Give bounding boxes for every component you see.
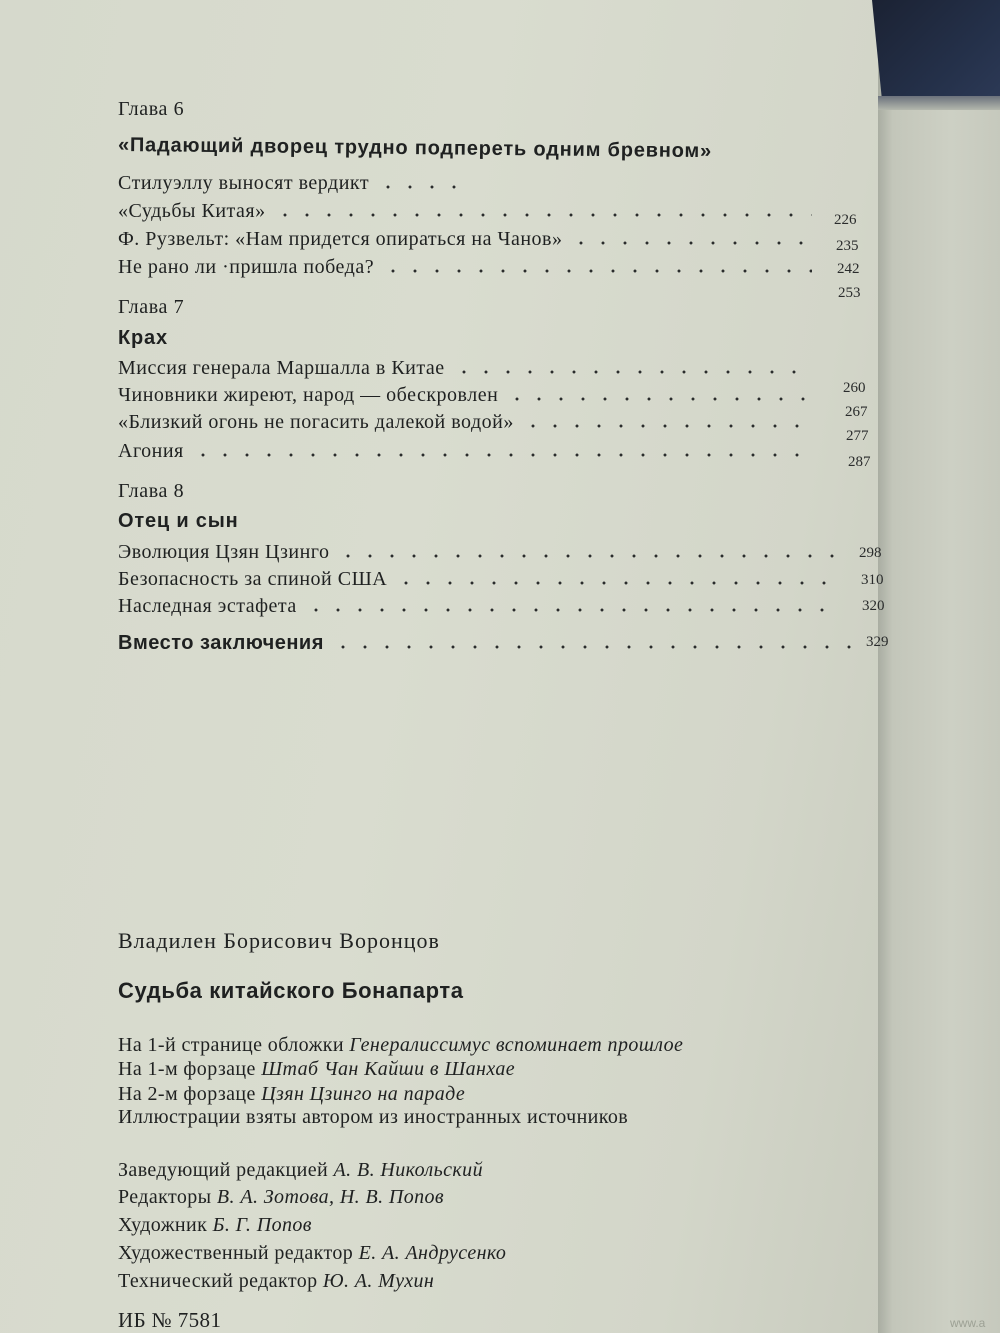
leader-dots — [274, 211, 812, 219]
leader-dots — [337, 552, 842, 560]
chapter-6-title: «Падающий дворец трудно подпереть одним бревном» — [117, 134, 713, 163]
credit-name: А. В. Никольский — [333, 1159, 483, 1181]
toc-entry — [118, 595, 848, 618]
credit-name: Б. Г. Попов — [212, 1214, 312, 1236]
book-cover-corner — [872, 0, 1000, 108]
toc-entry-title: «Судьбы Китая» — [118, 200, 266, 222]
credit-role: Художник — [118, 1214, 208, 1236]
leader-dots — [382, 267, 812, 275]
illustration-caption: Цзян Цзинго на параде — [261, 1083, 466, 1105]
illustration-credit — [118, 1083, 465, 1106]
leader-dots — [570, 239, 812, 247]
credit-role: Технический редактор — [118, 1270, 318, 1292]
leader-dots — [377, 183, 457, 191]
illustration-caption: Штаб Чан Кайши в Шанхае — [261, 1058, 516, 1080]
toc-entry-title: Эволюция Цзян Цзинго — [118, 541, 330, 563]
credit-role: Заведующий редакцией — [118, 1159, 329, 1181]
toc-entry — [118, 228, 818, 251]
toc-entry — [118, 200, 818, 223]
toc-entry-title: Стилуэллу выносят вердикт — [118, 172, 370, 194]
toc-entry-title: Агония — [118, 440, 184, 462]
credit-role: Художественный редактор — [118, 1242, 354, 1264]
facing-page-edge — [878, 0, 1000, 1333]
toc-entry — [118, 411, 818, 434]
credit-name: Ю. А. Мухин — [322, 1270, 435, 1292]
illustration-label: На 1-й странице обложки — [118, 1034, 345, 1056]
credit-line — [118, 1270, 434, 1293]
chapter-6-label: Глава 6 — [118, 98, 185, 120]
chapter-7-label: Глава 7 — [118, 296, 185, 318]
toc-entry-title: Вместо заключения — [118, 632, 324, 654]
toc-entry — [118, 568, 848, 591]
page-number: 253 — [838, 285, 861, 301]
leader-dots — [522, 422, 812, 430]
page-number: 267 — [845, 404, 868, 420]
page-number: 277 — [846, 428, 869, 444]
illustration-caption: Генералиссимус вспоминает прошлое — [349, 1034, 684, 1056]
page-number: 226 — [834, 212, 857, 228]
illustration-label: На 2-м форзаце — [118, 1083, 256, 1105]
credit-line — [118, 1242, 506, 1265]
toc-entry-title: Миссия генерала Маршалла в Китае — [118, 357, 445, 379]
page-number: 329 — [866, 634, 889, 650]
toc-entry — [118, 384, 818, 407]
leader-dots — [395, 579, 842, 587]
credit-name: В. А. Зотова, Н. В. Попов — [216, 1186, 445, 1208]
leader-dots — [332, 643, 854, 651]
cover-edge — [878, 96, 1000, 110]
leader-dots — [305, 606, 842, 614]
toc-entry — [118, 357, 818, 380]
credit-line — [118, 1159, 483, 1182]
credit-line — [118, 1186, 444, 1209]
book-title: Судьба китайского Бонапарта — [118, 978, 464, 1003]
page-number: 235 — [836, 238, 859, 254]
toc-entry — [118, 541, 848, 564]
leader-dots — [192, 451, 812, 459]
credit-name: Е. А. Андрусенко — [358, 1242, 507, 1264]
illustration-label: На 1-м форзаце — [118, 1058, 256, 1080]
page-number: 260 — [843, 380, 866, 396]
illustration-credit — [118, 1034, 683, 1057]
page-number: 310 — [861, 572, 884, 588]
page-number: 298 — [859, 545, 882, 561]
page-number: 287 — [848, 454, 871, 470]
leader-dots — [453, 368, 812, 376]
credit-role: Редакторы — [118, 1186, 212, 1208]
ib-number: ИБ № 7581 — [118, 1308, 222, 1332]
toc-entry-conclusion — [118, 632, 860, 655]
toc-entry-title: Наследная эстафета — [118, 595, 297, 617]
watermark: www.a — [950, 1316, 986, 1330]
illustration-credit — [118, 1058, 515, 1081]
toc-entry — [118, 256, 818, 279]
chapter-8-label: Глава 8 — [118, 480, 185, 502]
author-name: Владилен Борисович Воронцов — [118, 928, 440, 953]
chapter-8-title: Отец и сын — [118, 510, 239, 532]
chapter-7-title: Крах — [118, 327, 168, 349]
toc-entry-title: Безопасность за спиной США — [118, 568, 388, 590]
illustrations-note: Иллюстрации взяты автором из иностранных источников — [118, 1106, 629, 1128]
credit-line — [118, 1214, 312, 1237]
toc-entry — [118, 172, 463, 195]
leader-dots — [506, 395, 812, 403]
toc-entry-title: Ф. Рузвельт: «Нам придется опираться на Чанов» — [118, 228, 563, 250]
toc-entry-title: «Близкий огонь не погасить далекой водой» — [118, 411, 514, 433]
page-number: 242 — [837, 261, 860, 277]
page-number: 320 — [862, 598, 885, 614]
toc-entry-title: Не рано ли ·пришла победа? — [118, 256, 375, 278]
toc-entry-title: Чиновники жиреют, народ — обескровлен — [118, 384, 499, 406]
toc-entry — [118, 440, 818, 463]
